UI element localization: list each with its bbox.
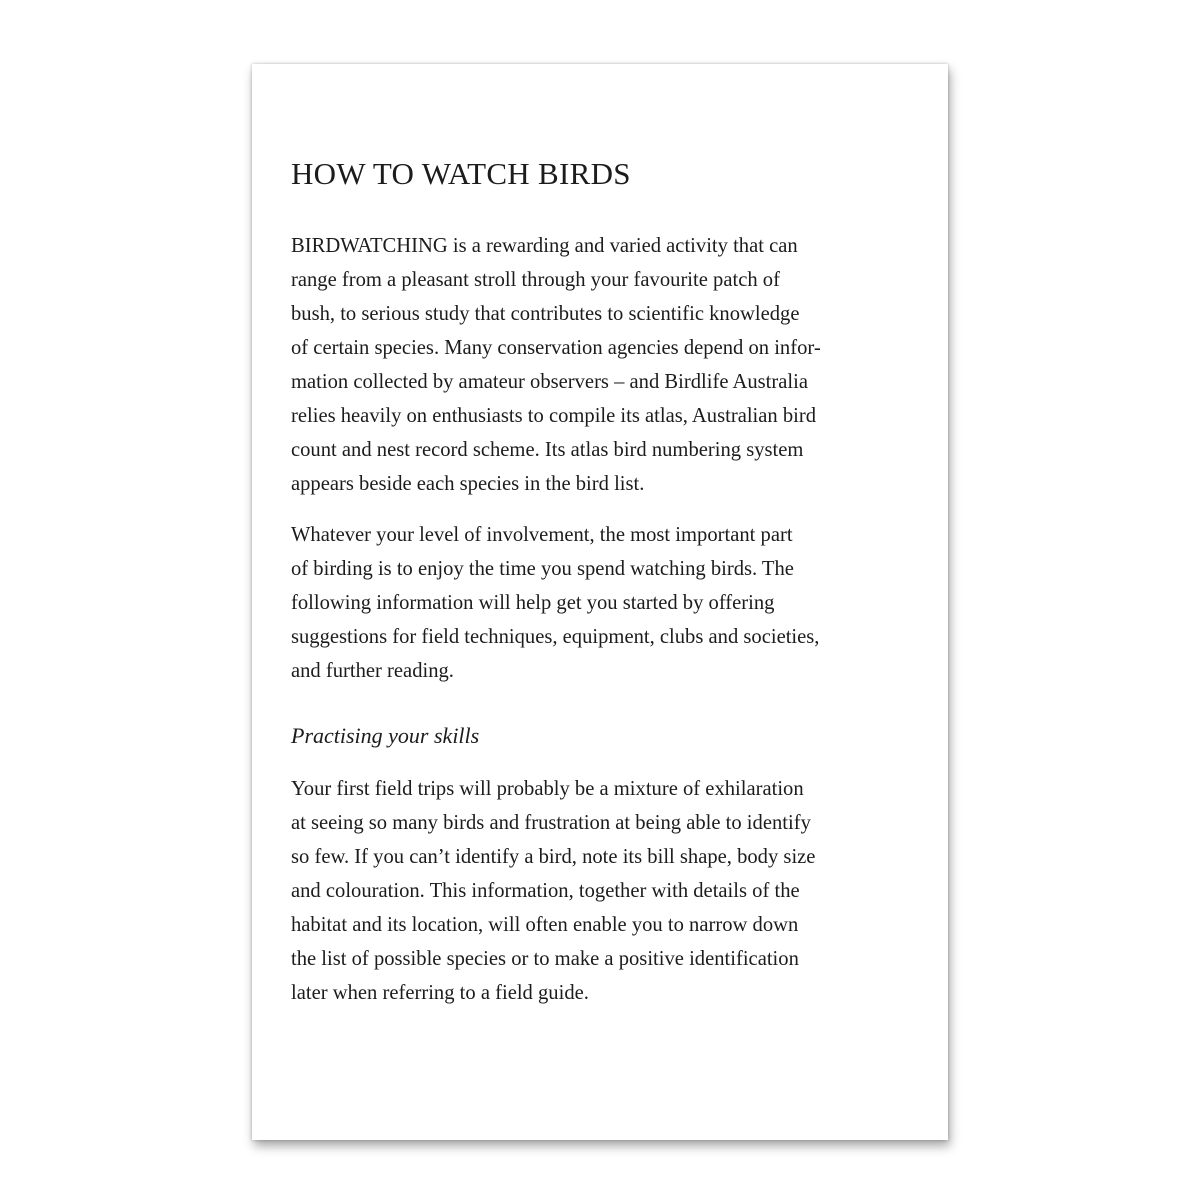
text-line: Your first field trips will probably be a mixture of exhilaration bbox=[291, 778, 804, 800]
text-line: range from a pleasant stroll through your favourite patch of bbox=[291, 269, 780, 291]
text-line: BIRDWATCHING is a rewarding and varied activity that can bbox=[291, 235, 798, 257]
text-line: so few. If you can’t identify a bird, note its bill shape, body size bbox=[291, 846, 816, 868]
intro-paragraph bbox=[291, 229, 913, 501]
subsection-heading: Practising your skills bbox=[291, 723, 480, 748]
text-line: Whatever your level of involvement, the most important part bbox=[291, 524, 793, 546]
book-page bbox=[252, 64, 948, 1140]
involvement-paragraph bbox=[291, 518, 913, 688]
page-title: HOW TO WATCH BIRDS bbox=[291, 156, 631, 191]
text-line: the list of possible species or to make a positive identification bbox=[291, 948, 799, 970]
text-line: mation collected by amateur observers – and Birdlife Australia bbox=[291, 371, 808, 393]
text-line: bush, to serious study that contributes to scientific knowledge bbox=[291, 303, 800, 325]
text-line: relies heavily on enthusiasts to compile its atlas, Australian bird bbox=[291, 405, 817, 427]
text-line: later when referring to a field guide. bbox=[291, 982, 589, 1004]
text-line: appears beside each species in the bird list. bbox=[291, 473, 645, 495]
text-line: at seeing so many birds and frustration at being able to identify bbox=[291, 812, 811, 834]
text-line: count and nest record scheme. Its atlas bird numbering system bbox=[291, 439, 804, 461]
text-line: habitat and its location, will often enable you to narrow down bbox=[291, 914, 799, 936]
text-line: following information will help get you started by offering bbox=[291, 592, 775, 614]
text-line: suggestions for field techniques, equipment, clubs and societies, bbox=[291, 626, 820, 648]
skills-paragraph bbox=[291, 772, 913, 1010]
text-line: and further reading. bbox=[291, 660, 454, 682]
text-line: and colouration. This information, together with details of the bbox=[291, 880, 800, 902]
text-line: of certain species. Many conservation agencies depend on infor- bbox=[291, 337, 821, 359]
text-line: of birding is to enjoy the time you spend watching birds. The bbox=[291, 558, 794, 580]
